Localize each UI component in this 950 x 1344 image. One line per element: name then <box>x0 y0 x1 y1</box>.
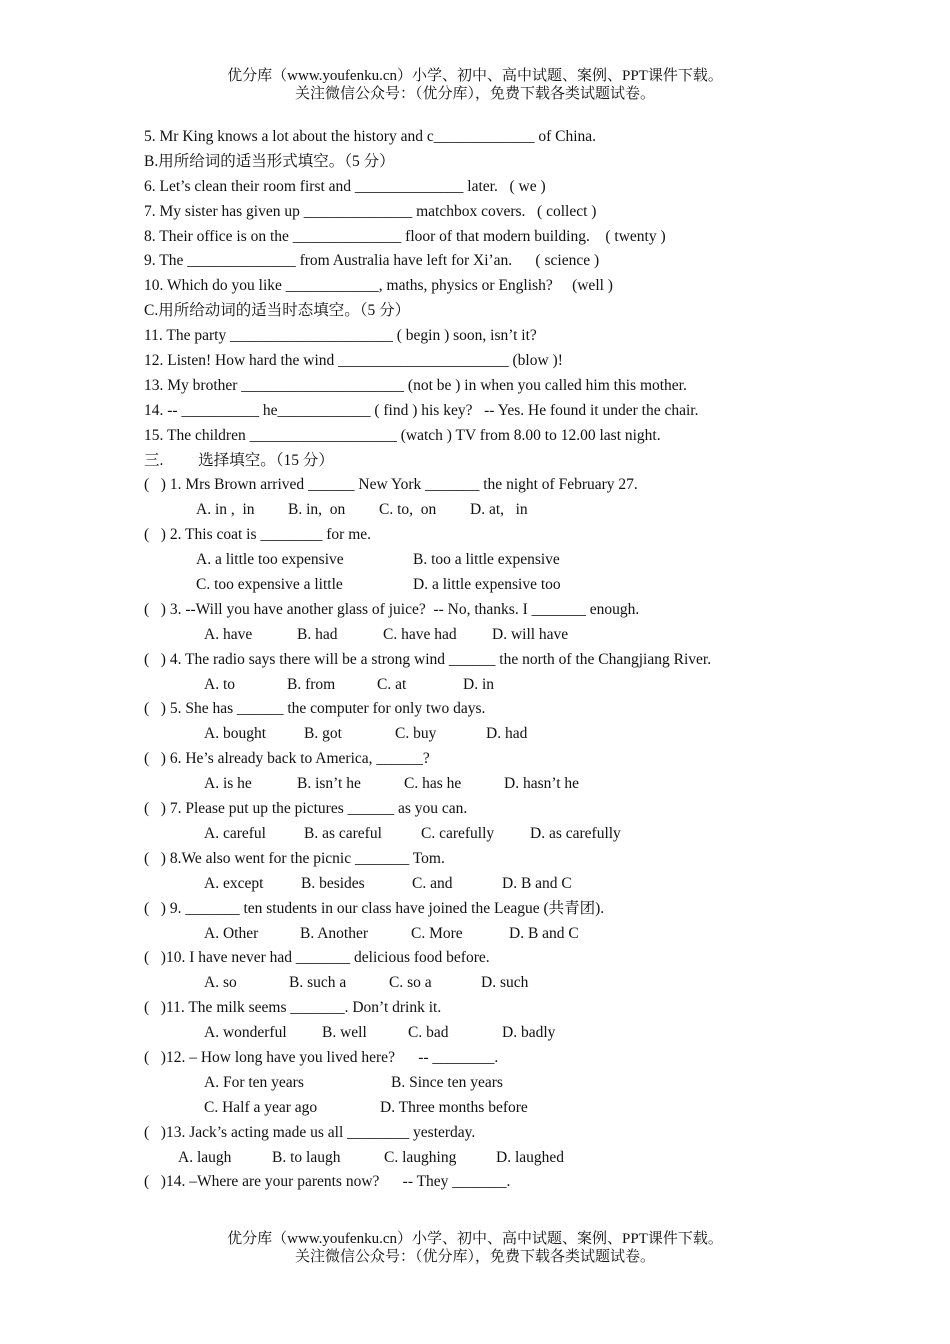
option-a: A. For ten years <box>204 1073 304 1091</box>
option-a: A. to <box>204 675 235 693</box>
option-a: A. wonderful <box>204 1024 287 1042</box>
mc-options-10 <box>144 971 844 996</box>
option-b: B. as careful <box>304 824 382 842</box>
page-header <box>0 67 950 103</box>
option-b: B. got <box>304 725 342 743</box>
mc-question-4: ( ) 4. The radio says there will be a strong wind ______ the north of the Changjiang River. <box>144 650 712 668</box>
mc-options-6 <box>144 772 844 797</box>
option-d: D. in <box>463 675 494 693</box>
option-a: A. so <box>204 974 237 992</box>
mc-options-7 <box>144 822 844 847</box>
option-d: D. hasn’t he <box>504 775 580 793</box>
option-d: D. will have <box>492 625 569 643</box>
option-a: A. except <box>204 874 264 892</box>
option-a: A. a little too expensive <box>196 551 344 569</box>
question-14: 14. -- __________ he____________ ( find ) his key? -- Yes. He found it under the chair. <box>144 401 699 419</box>
header-line-2: 关注微信公众号：（优分库），免费下载各类试题试卷。 <box>294 86 655 102</box>
question-7: 7. My sister has given up ______________ matchbox covers. ( collect ) <box>144 202 597 220</box>
question-15: 15. The children ___________________ (watch ) TV from 8.00 to 12.00 last night. <box>144 426 661 444</box>
option-c: C. laughing <box>384 1148 457 1166</box>
footer-line-2: 关注微信公众号：（优分库），免费下载各类试题试卷。 <box>294 1249 655 1265</box>
option-d: D. badly <box>502 1024 556 1042</box>
mc-options-5 <box>144 722 844 747</box>
mc-question-9: ( ) 9. _______ ten students in our class have joined the League (共青团). <box>144 899 605 917</box>
mc-options-1 <box>144 498 844 523</box>
option-b: B. besides <box>301 874 365 892</box>
section-c-heading: C.用所给动词的适当时态填空。（5 分） <box>144 302 411 320</box>
question-13: 13. My brother _____________________ (not be ) in when you called him this mother. <box>144 376 687 394</box>
option-c: C. buy <box>395 725 437 743</box>
option-c: C. has he <box>404 775 462 793</box>
option-a: A. Other <box>204 924 259 942</box>
option-c: C. so a <box>389 974 432 992</box>
mc-options-12b <box>144 1096 844 1121</box>
mc-question-3: ( ) 3. --Will you have another glass of juice? -- No, thanks. I _______ enough. <box>144 600 640 618</box>
option-c: C. carefully <box>421 824 495 842</box>
option-b: B. Since ten years <box>391 1073 503 1091</box>
option-a: A. is he <box>204 775 252 793</box>
exam-content <box>144 125 844 1195</box>
option-b: B. in, on <box>288 501 346 519</box>
option-b: B. isn’t he <box>297 775 361 793</box>
option-a: A. bought <box>204 725 266 743</box>
question-12: 12. Listen! How hard the wind ______________________ (blow )! <box>144 352 563 370</box>
mc-question-14: ( )14. –Where are your parents now? -- They _______. <box>144 1173 511 1191</box>
mc-question-13: ( )13. Jack’s acting made us all ________ yesterday. <box>144 1123 476 1141</box>
question-5: 5. Mr King knows a lot about the history and c_____________ of China. <box>144 128 597 145</box>
section-b-heading: B.用所给词的适当形式填空。（5 分） <box>144 152 395 170</box>
option-b: B. had <box>297 625 338 643</box>
page-footer <box>0 1230 950 1266</box>
option-c: C. to, on <box>379 501 437 519</box>
mc-options-3 <box>144 623 844 648</box>
option-d: D. B and C <box>502 874 572 892</box>
option-c: C. have had <box>383 625 457 643</box>
footer-line-1: 优分库（www.youfenku.cn）小学、初中、高中试题、案例、PPT课件下载。 <box>227 1231 723 1247</box>
mc-options-4 <box>144 673 844 698</box>
option-a: A. have <box>204 625 253 643</box>
option-d: D. laughed <box>496 1148 565 1166</box>
mc-question-5: ( ) 5. She has ______ the computer for only two days. <box>144 700 486 718</box>
option-d: D. as carefully <box>530 824 621 842</box>
mc-options-9 <box>144 922 844 947</box>
mc-question-6: ( ) 6. He’s already back to America, ______? <box>144 750 430 768</box>
question-11: 11. The party _____________________ ( begin ) soon, isn’t it? <box>144 327 537 345</box>
mc-question-11: ( )11. The milk seems _______. Don’t drink it. <box>144 999 442 1017</box>
mc-question-8: ( ) 8.We also went for the picnic _______ Tom. <box>144 849 445 867</box>
option-b: B. well <box>322 1024 367 1042</box>
option-b: B. Another <box>300 924 369 942</box>
mc-options-2b <box>144 573 844 598</box>
mc-question-10: ( )10. I have never had _______ delicious food before. <box>144 949 490 967</box>
question-6: 6. Let’s clean their room first and ______________ later. ( we ) <box>144 177 546 195</box>
option-d: D. B and C <box>509 924 579 942</box>
section-3-heading: 三. 选择填空。（15 分） <box>144 451 334 469</box>
option-b: B. such a <box>289 974 347 992</box>
mc-options-8 <box>144 872 844 897</box>
option-d: D. at, in <box>470 501 528 519</box>
option-d: D. had <box>486 725 528 743</box>
option-a: A. in , in <box>196 501 255 519</box>
mc-question-7: ( ) 7. Please put up the pictures ______ as you can. <box>144 800 468 818</box>
mc-options-12a <box>144 1071 844 1096</box>
option-c: C. Half a year ago <box>204 1098 318 1116</box>
option-d: D. such <box>481 974 529 992</box>
mc-question-12: ( )12. – How long have you lived here? -- ________. <box>144 1048 499 1066</box>
question-10: 10. Which do you like ____________, maths, physics or English? (well ) <box>144 277 613 295</box>
mc-question-1: ( ) 1. Mrs Brown arrived ______ New York _______ the night of February 27. <box>144 476 638 494</box>
option-c: C. at <box>377 675 407 693</box>
option-c: C. bad <box>408 1024 449 1042</box>
mc-question-2: ( ) 2. This coat is ________ for me. <box>144 526 372 544</box>
option-b: B. from <box>287 675 336 693</box>
question-9: 9. The ______________ from Australia have left for Xi’an. ( science ) <box>144 252 600 270</box>
option-d: D. a little expensive too <box>413 576 561 594</box>
header-line-1: 优分库（www.youfenku.cn）小学、初中、高中试题、案例、PPT课件下载。 <box>227 68 723 84</box>
mc-options-11 <box>144 1021 844 1046</box>
option-c: C. and <box>412 874 453 892</box>
option-b: B. too a little expensive <box>413 551 560 569</box>
mc-options-2a <box>144 548 844 573</box>
option-c: C. too expensive a little <box>196 576 343 594</box>
mc-options-13 <box>144 1146 844 1171</box>
option-c: C. More <box>411 924 463 942</box>
option-b: B. to laugh <box>272 1148 341 1166</box>
option-a: A. laugh <box>178 1148 232 1166</box>
option-a: A. careful <box>204 824 266 842</box>
option-d: D. Three months before <box>380 1098 528 1116</box>
question-8: 8. Their office is on the ______________ floor of that modern building. ( twenty ) <box>144 227 666 245</box>
